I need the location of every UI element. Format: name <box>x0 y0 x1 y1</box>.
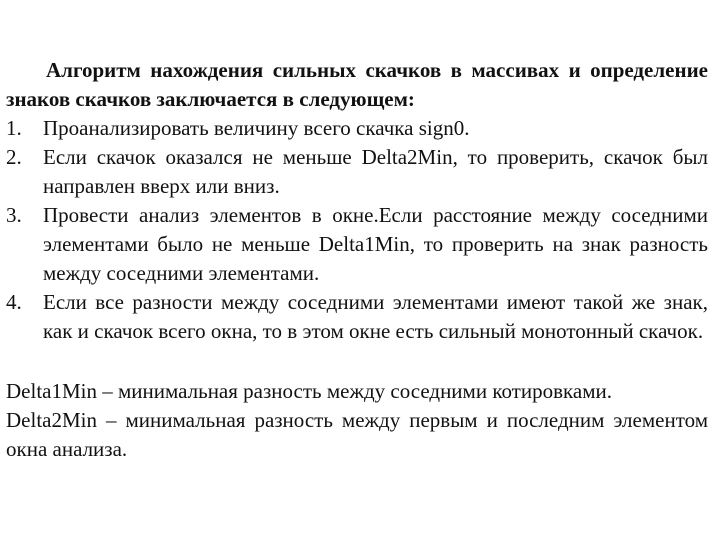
step-number: 4. <box>6 290 22 314</box>
heading: Алгоритм нахождения сильных скачков в массивах и определение знаков скачков заключается в следующем: <box>6 58 708 111</box>
step-item <box>6 114 708 143</box>
step-text: Если скачок оказался не меньше Delta2Min, то проверить, скачок был направлен вверх или вниз. <box>43 145 708 198</box>
definitions-block <box>6 377 708 464</box>
step-item <box>6 288 708 346</box>
step-number: 3. <box>6 203 22 227</box>
step-item <box>6 143 708 201</box>
step-number: 1. <box>6 116 22 140</box>
step-text: Провести анализ элементов в окне.Если расстояние между соседними элементами было не меньше Delta1Min, то проверить на знак разность между соседними элементами. <box>43 203 708 285</box>
step-item <box>6 201 708 288</box>
step-text: Проанализировать величину всего скачка sign0. <box>43 116 470 140</box>
step-text: Если все разности между соседними элементами имеют такой же знак, как и скачок всего окна, то в этом окне есть сильный монотонный скачок. <box>43 290 708 343</box>
definition-delta2min: Delta2Min – минимальная разность между первым и последним элементом окна анализа. <box>6 408 708 461</box>
steps-list <box>6 114 708 346</box>
definition-delta1min: Delta1Min – минимальная разность между соседними котировками. <box>6 379 612 403</box>
document-page <box>6 56 708 464</box>
step-number: 2. <box>6 145 22 169</box>
